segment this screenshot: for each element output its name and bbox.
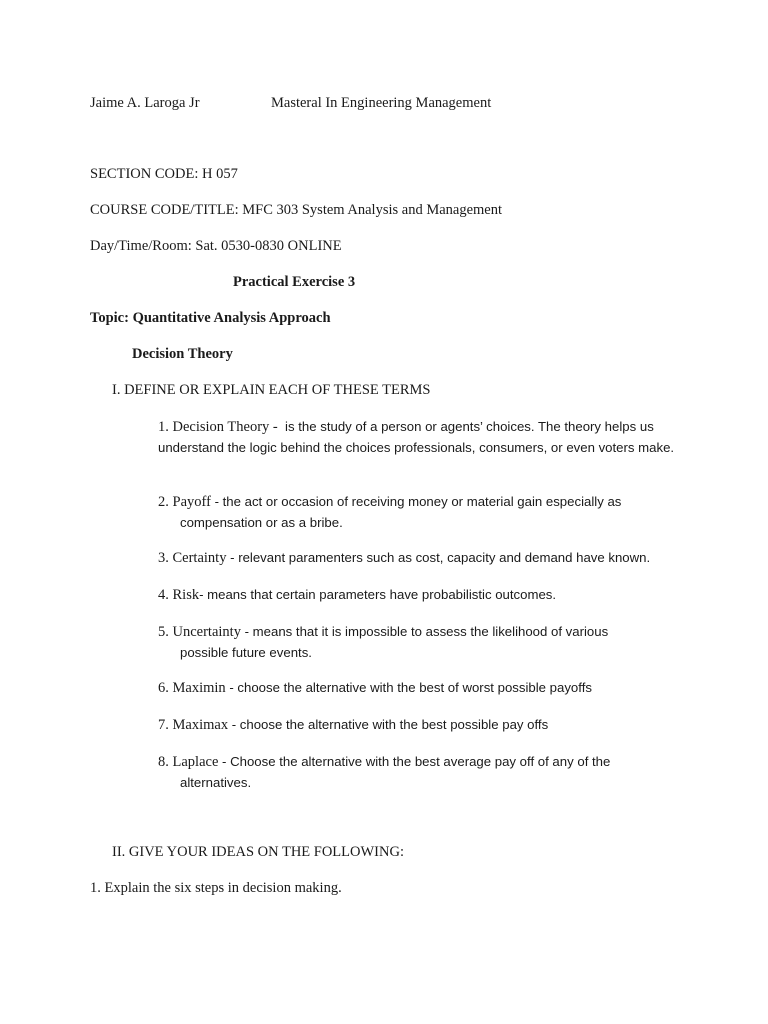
term-definition: - choose the alternative with the best possible pay offs xyxy=(228,717,549,732)
term-item xyxy=(158,678,678,699)
term-definition: - relevant paramenters such as cost, capacity and demand have known. xyxy=(226,550,651,565)
program-name: Masteral In Engineering Management xyxy=(271,95,492,111)
term-label: 4. Risk xyxy=(158,587,200,603)
term-label: 5. Uncertainty xyxy=(158,624,241,640)
term-item xyxy=(158,585,678,606)
day-time-room: Day/Time/Room: Sat. 0530-0830 ONLINE xyxy=(90,238,342,254)
term-label: 2. Payoff xyxy=(158,494,211,510)
term-item xyxy=(158,752,678,792)
term-item xyxy=(158,417,688,457)
term-definition: - choose the alternative with the best of worst possible payoffs xyxy=(225,680,592,695)
topic-heading: Topic: Quantitative Analysis Approach xyxy=(90,310,331,326)
term-definition: - Choose the alternative with the best average pay off of any of the xyxy=(218,754,611,769)
term-item xyxy=(158,622,678,662)
subtopic-heading: Decision Theory xyxy=(132,346,233,362)
term-definition-continued: compensation or as a bribe. xyxy=(180,514,343,530)
exercise-title: Practical Exercise 3 xyxy=(233,274,356,290)
term-definition: - means that it is impossible to assess the likelihood of various xyxy=(240,624,609,639)
term-definition-continued: possible future events. xyxy=(180,644,312,660)
part1-heading: I. DEFINE OR EXPLAIN EACH OF THESE TERMS xyxy=(112,382,431,398)
term-label: 1. Decision Theory - xyxy=(158,419,278,435)
term-label: 8. Laplace xyxy=(158,754,219,770)
term-label: 6. Maximin xyxy=(158,680,226,696)
author-name: Jaime A. Laroga Jr xyxy=(90,95,200,111)
question-item: 1. Explain the six steps in decision making. xyxy=(90,880,342,896)
term-item xyxy=(158,715,678,736)
term-item xyxy=(158,548,678,569)
section-code: SECTION CODE: H 057 xyxy=(90,166,238,182)
term-label: 3. Certainty xyxy=(158,550,227,566)
term-definition-continued: alternatives. xyxy=(180,774,252,790)
term-definition: - means that certain parameters have probabilistic outcomes. xyxy=(199,587,557,602)
part2-heading: II. GIVE YOUR IDEAS ON THE FOLLOWING: xyxy=(112,844,404,860)
term-definition: - the act or occasion of receiving money or material gain especially as xyxy=(210,494,622,509)
term-label: 7. Maximax xyxy=(158,717,229,733)
course-code-title: COURSE CODE/TITLE: MFC 303 System Analysis and Management xyxy=(90,202,503,218)
term-definition: is the study of a person or agents’ choices. The theory helps us understand the logic behind the choices professionals, consumers, or even voters make. xyxy=(158,419,675,455)
term-item xyxy=(158,492,678,532)
